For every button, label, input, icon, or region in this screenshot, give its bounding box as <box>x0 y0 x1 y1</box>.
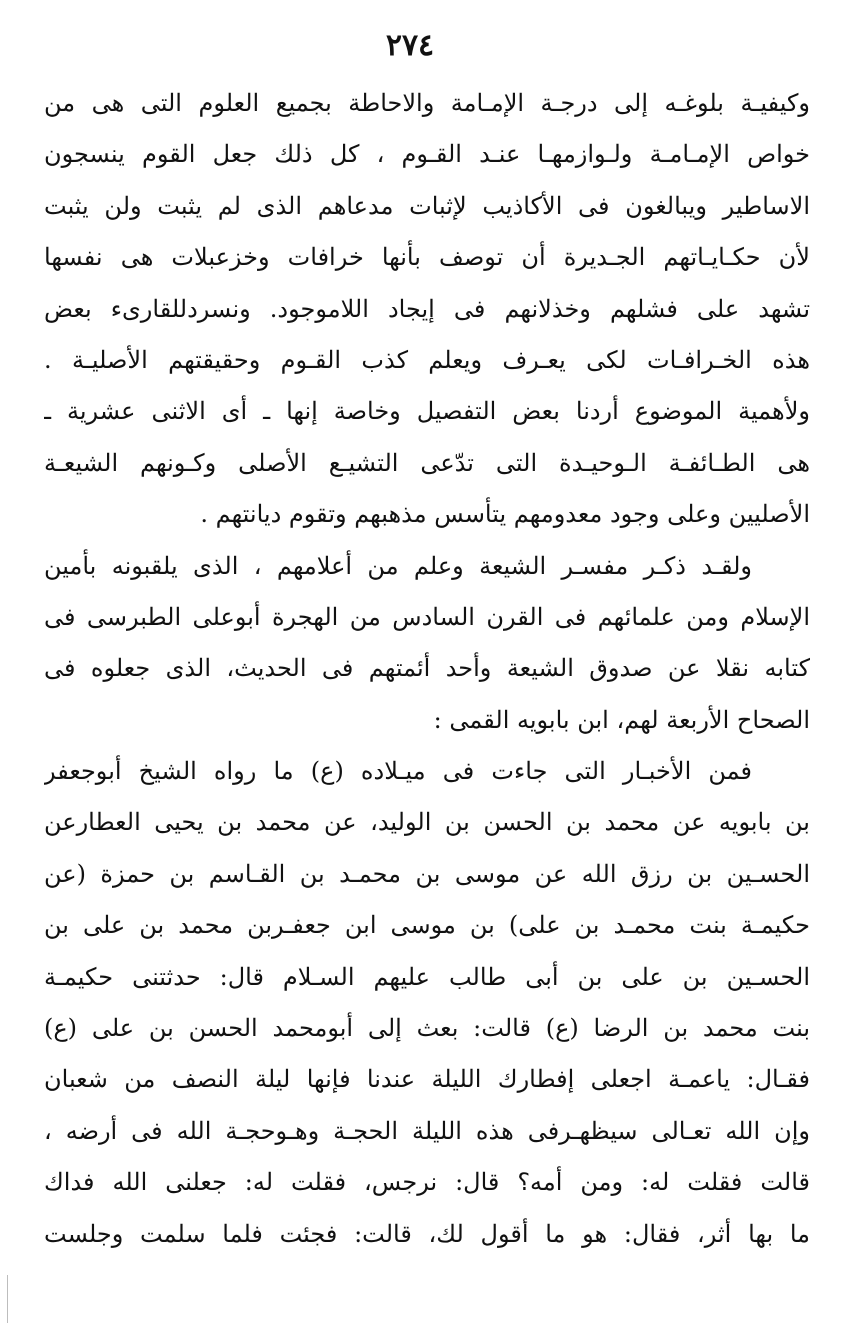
text-line: هى الطـائفـة الـوحيـدة التى تدّعى التشيـع الأصلى وكـونهم الشيعـة <box>44 448 810 477</box>
text-line: الإسلام ومن علمائهم فى القرن السادس من الهجرة أبوعلى الطبرسى فى <box>44 602 810 631</box>
text-line: كتابه نقلا عن صدوق الشيعة وأحد أئمتهم فى الحديث، الذى جعلوه فى <box>44 654 810 683</box>
text-line: الحسـين بن على بن أبى طالب عليهم السـلام قال: حدثتنى حكيمـة <box>44 962 810 991</box>
text-line: ولأهمية الموضوع أردنا بعض التفصيل وخاصة إنها ـ أى الاثنى عشرية ـ <box>44 397 810 426</box>
page-number: ٢٧٤ <box>385 28 435 63</box>
text-line: هذه الخـرافـات لكى يعـرف ويعلم كذب القـوم وحقيقتهم الأصليـة . <box>44 345 810 374</box>
text-line: حكيمـة بنت محمـد بن على) بن موسى ابن جعفـربن محمد بن على بن <box>44 911 810 940</box>
page-edge-line <box>7 1275 8 1323</box>
text-line: فقـال: ياعمـة اجعلى إفطارك الليلة عندنا فإنها ليلة النصف من شعبان <box>44 1065 810 1094</box>
text-line: فمن الأخبـار التى جاءت فى ميـلاده (ع) ما رواه الشيخ أبوجعفر <box>44 757 752 786</box>
text-line: ولقـد ذكـر مفسـر الشيعة وعلم من أعلامهم ، الذى يلقبونه بأمين <box>44 551 752 580</box>
text-line: الأصليين وعلى وجود معدومهم يتأسس مذهبهم وتقوم ديانتهم . <box>200 500 810 529</box>
text-line: بن بابويه عن محمد بن الحسن بن الوليد، عن محمد بن يحيى العطارعن <box>44 808 810 837</box>
body-text <box>44 78 810 1260</box>
text-line: لأن حكـايـاتهم الجـديرة أن توصف بأنها خرافات وخزعبلات هى نفسها <box>44 243 810 272</box>
text-line: قالت فقلت له: ومن أمه؟ قال: نرجس، فقلت له: جعلنى الله فداك <box>44 1168 810 1197</box>
text-line: وكيفيـة بلوغـه إلى درجـة الإمـامة والاحاطة بجميع العلوم التى هى من <box>44 89 810 117</box>
text-line: وإن الله تعـالى سيظهـرفى هذه الليلة الحجـة وهـوحجـة الله فى أرضه ، <box>44 1116 810 1145</box>
text-line: خواص الإمـامـة ولـوازمهـا عنـد القـوم ، كل ذلك جعل القوم ينسجون <box>44 140 810 169</box>
text-line: تشهد على فشلهم وخذلانهم فى إيجاد اللاموجود. ونسردللقارىء بعض <box>44 294 810 323</box>
text-line: بنت محمد بن الرضا (ع) قالت: بعث إلى أبومحمد الحسن بن على (ع) <box>44 1014 810 1043</box>
text-line: الاساطير ويبالغون فى الأكاذيب لإثبات مدعاهم الذى لم يثبت ولن يثبت <box>44 191 810 220</box>
text-line: ما بها أثر، فقال: هو ما أقول لك، قالت: فجئت فلما سلمت وجلست <box>44 1219 810 1248</box>
text-line: الصحاح الأربعة لهم، ابن بابويه القمى : <box>433 705 810 734</box>
text-line: الحسـين بن رزق الله عن موسى بن محمـد بن القـاسم بن حمزة (عن <box>44 859 810 888</box>
